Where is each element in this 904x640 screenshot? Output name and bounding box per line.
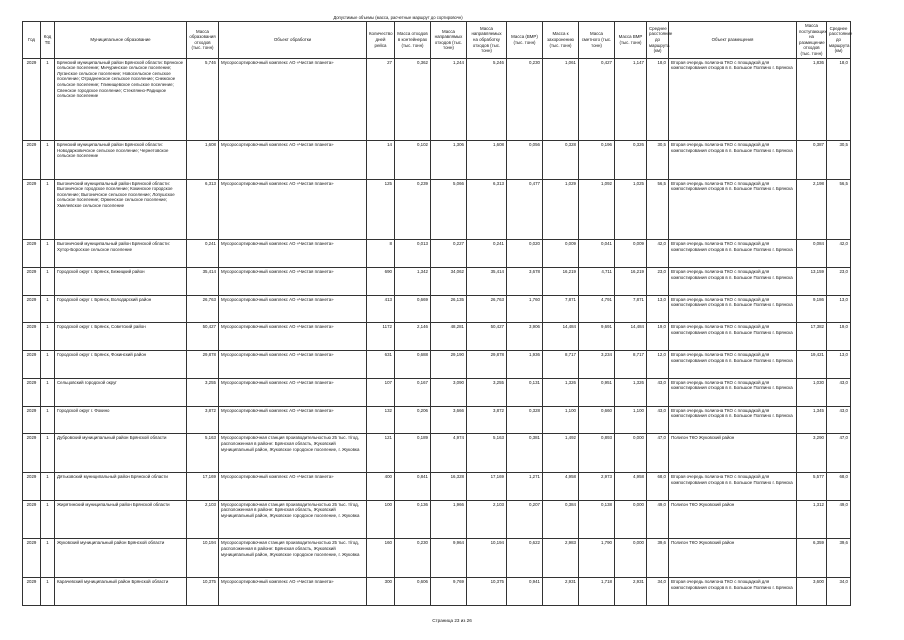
cell-code: 1 (41, 434, 55, 473)
cell-mun: Дятьковский муниципальный район Брянской области (55, 473, 187, 501)
cell-c10: 8,717 (543, 351, 579, 379)
cell-c16: 23,0 (827, 267, 851, 295)
cell-year: 2029 (23, 500, 41, 539)
cell-c13: 34,0 (647, 578, 669, 606)
cell-c13: 39,6 (647, 539, 669, 578)
cell-c9: 0,131 (507, 378, 543, 406)
cell-mun: Жирятинский муниципальный район Брянской области (55, 500, 187, 539)
cell-mass: 35,414 (187, 267, 219, 295)
cell-c13: 13,0 (647, 295, 669, 323)
cell-c7: 29,190 (431, 351, 467, 379)
cell-c6: 0,841 (395, 473, 431, 501)
table-row (23, 406, 851, 434)
table-row (23, 240, 851, 268)
cell-c13: 56,5 (647, 179, 669, 240)
cell-mass: 10,194 (187, 539, 219, 578)
cell-days: 27 (367, 58, 395, 140)
cell-c10: 1,061 (543, 58, 579, 140)
col-header: Масса направляемых на обработку отходов (тыс. тонн) (467, 22, 507, 59)
cell-code: 1 (41, 578, 55, 606)
cell-mass: 2,103 (187, 500, 219, 539)
cell-c15: 5,577 (797, 473, 827, 501)
cell-code: 1 (41, 58, 55, 140)
cell-c13: 43,0 (647, 406, 669, 434)
cell-c13: 19,0 (647, 323, 669, 351)
cell-code: 1 (41, 378, 55, 406)
cell-year: 2029 (23, 141, 41, 180)
cell-c11: 1,092 (579, 179, 615, 240)
cell-c11: 0,951 (579, 378, 615, 406)
cell-mun: Выгоничский муниципальный район Брянской области: Выгоничское городское поселение; Кокинское городское поселение; Выгоничское сельское поселение; Лопушское сельское поселение; Орменское сельское поселение; Хмелевское сельское поселение (55, 179, 187, 240)
cell-c9: 0,622 (507, 539, 543, 578)
cell-days: 413 (367, 295, 395, 323)
cell-code: 1 (41, 267, 55, 295)
cell-c15: 1,836 (797, 58, 827, 140)
cell-c15: 3,290 (797, 434, 827, 473)
cell-c7: 26,135 (431, 295, 467, 323)
table-row (23, 295, 851, 323)
table-row (23, 179, 851, 240)
cell-c7: 9,769 (431, 578, 467, 606)
cell-c9: 0,207 (507, 500, 543, 539)
cell-c12: 0,000 (615, 500, 647, 539)
cell-mun: Сельцовский городской округ (55, 378, 187, 406)
cell-c15: 1,030 (797, 378, 827, 406)
cell-c7: 0,227 (431, 240, 467, 268)
cell-c8: 5,246 (467, 58, 507, 140)
cell-c12: 4,958 (615, 473, 647, 501)
cell-dest: Вторая очередь полигона ТКО с площадкой для компостирования отходов в п. Большое Полпино г. Брянска (669, 473, 797, 501)
cell-c8: 5,163 (467, 434, 507, 473)
cell-c11: 0,660 (579, 406, 615, 434)
cell-c15: 13,159 (797, 267, 827, 295)
cell-c15: 9,186 (797, 295, 827, 323)
cell-c9: 3,906 (507, 323, 543, 351)
cell-c13: 12,0 (647, 351, 669, 379)
cell-mun: Городской округ г. Брянск, Фокинский район (55, 351, 187, 379)
cell-c16: 43,0 (827, 406, 851, 434)
cell-c9: 0,230 (507, 58, 543, 140)
col-header: Масса (ВМР) (тыс. тонн) (507, 22, 543, 59)
cell-c6: 0,013 (395, 240, 431, 268)
cell-c10: 1,100 (543, 406, 579, 434)
cell-c8: 6,313 (467, 179, 507, 240)
col-header: Год (23, 22, 41, 59)
cell-c15: 2,198 (797, 179, 827, 240)
cell-days: 400 (367, 473, 395, 501)
cell-mun: Брянский муниципальный район Брянской области: Новодарковичское сельское поселение; Чернетовское сельское поселение (55, 141, 187, 180)
cell-c12: 1,100 (615, 406, 647, 434)
cell-obj: Мусоросортировочный комплекс АО «Чистая планета» (219, 323, 367, 351)
cell-year: 2029 (23, 240, 41, 268)
table-row (23, 58, 851, 140)
col-header: Масса ВМР (тыс. тонн) (615, 22, 647, 59)
cell-c6: 0,230 (395, 539, 431, 578)
cell-mun: Городской округ г. Брянск, Бежицкий район (55, 267, 187, 295)
cell-c11: 4,711 (579, 267, 615, 295)
cell-c12: 0,000 (615, 434, 647, 473)
cell-c9: 0,477 (507, 179, 543, 240)
cell-c8: 29,878 (467, 351, 507, 379)
col-header: Масса отходов в контейнерах (тыс. тонн) (395, 22, 431, 59)
cell-mass: 26,763 (187, 295, 219, 323)
cell-c6: 0,102 (395, 141, 431, 180)
cell-c10: 0,009 (543, 240, 579, 268)
cell-dest: Полигон ТКО Жуковский район (669, 434, 797, 473)
cell-c7: 3,666 (431, 406, 467, 434)
cell-days: 8 (367, 240, 395, 268)
cell-mass: 5,163 (187, 434, 219, 473)
cell-c12: 0,326 (615, 141, 647, 180)
cell-year: 2029 (23, 58, 41, 140)
cell-c7: 3,090 (431, 378, 467, 406)
cell-code: 1 (41, 473, 55, 501)
cell-c7: 4,974 (431, 434, 467, 473)
col-header: Код ТЕ (41, 22, 55, 59)
cell-c13: 30,5 (647, 141, 669, 180)
header-row (23, 22, 851, 59)
cell-c12: 7,871 (615, 295, 647, 323)
cell-dest: Вторая очередь полигона ТКО с площадкой для компостирования отходов в п. Большое Полпино г. Брянска (669, 378, 797, 406)
cell-c6: 0,669 (395, 295, 431, 323)
cell-code: 1 (41, 240, 55, 268)
cell-c15: 0,084 (797, 240, 827, 268)
cell-c9: 1,936 (507, 351, 543, 379)
cell-c10: 7,871 (543, 295, 579, 323)
cell-c8: 17,169 (467, 473, 507, 501)
waste-flow-table (22, 21, 851, 606)
cell-c13: 42,0 (647, 240, 669, 268)
cell-code: 1 (41, 179, 55, 240)
cell-c15: 3,600 (797, 578, 827, 606)
cell-c12: 1,147 (615, 58, 647, 140)
cell-c9: 0,056 (507, 141, 543, 180)
cell-c10: 0,328 (543, 141, 579, 180)
cell-obj: Мусоросортировочный комплекс АО «Чистая планета» (219, 578, 367, 606)
cell-c7: 1,244 (431, 58, 467, 140)
cell-year: 2029 (23, 295, 41, 323)
cell-mass: 29,878 (187, 351, 219, 379)
cell-c16: 49,0 (827, 500, 851, 539)
cell-c12: 14,484 (615, 323, 647, 351)
cell-c11: 0,041 (579, 240, 615, 268)
cell-c10: 2,983 (543, 539, 579, 578)
cell-c8: 26,763 (467, 295, 507, 323)
cell-c15: 0,387 (797, 141, 827, 180)
cell-mun: Городской округ г. Брянск, Советский район (55, 323, 187, 351)
cell-c11: 0,138 (579, 500, 615, 539)
cell-c9: 0,020 (507, 240, 543, 268)
cell-mass: 50,427 (187, 323, 219, 351)
cell-c6: 2,146 (395, 323, 431, 351)
cell-code: 1 (41, 500, 55, 539)
cell-mun: Жуковский муниципальный район Брянской области (55, 539, 187, 578)
cell-obj: Мусоросортировочный комплекс АО «Чистая планета» (219, 58, 367, 140)
cell-c16: 13,0 (827, 295, 851, 323)
cell-c6: 0,189 (395, 434, 431, 473)
cell-dest: Вторая очередь полигона ТКО с площадкой для компостирования отходов в п. Большое Полпино г. Брянска (669, 179, 797, 240)
table-row (23, 578, 851, 606)
cell-year: 2029 (23, 323, 41, 351)
cell-days: 121 (367, 434, 395, 473)
cell-c10: 1,029 (543, 179, 579, 240)
cell-c6: 0,167 (395, 378, 431, 406)
cell-mass: 10,375 (187, 578, 219, 606)
cell-days: 160 (367, 539, 395, 578)
cell-code: 1 (41, 406, 55, 434)
cell-c11: 0,893 (579, 434, 615, 473)
table-row (23, 539, 851, 578)
cell-c6: 1,342 (395, 267, 431, 295)
cell-c16: 43,0 (827, 378, 851, 406)
cell-c11: 1,790 (579, 539, 615, 578)
page-number: Страница 23 из 26 (432, 618, 472, 623)
cell-dest: Вторая очередь полигона ТКО с площадкой для компостирования отходов в п. Большое Полпино г. Брянска (669, 295, 797, 323)
table-row (23, 378, 851, 406)
table-row (23, 267, 851, 295)
cell-c13: 47,0 (647, 434, 669, 473)
cell-mun: Дубровский муниципальный район Брянской области (55, 434, 187, 473)
table-header-note: Допустимые объемы (масса, расчетные маршрут до сортировочн) (333, 15, 463, 20)
cell-c10: 0,384 (543, 500, 579, 539)
table-row (23, 500, 851, 539)
cell-c15: 17,382 (797, 323, 827, 351)
cell-days: 100 (367, 500, 395, 539)
cell-c7: 9,964 (431, 539, 467, 578)
table-row (23, 323, 851, 351)
cell-c13: 49,0 (647, 500, 669, 539)
cell-c8: 10,375 (467, 578, 507, 606)
table-body (23, 58, 851, 605)
cell-code: 1 (41, 141, 55, 180)
cell-c6: 0,688 (395, 351, 431, 379)
cell-c10: 1,326 (543, 378, 579, 406)
cell-c16: 68,0 (827, 473, 851, 501)
cell-c9: 0,328 (507, 406, 543, 434)
cell-mass: 1,608 (187, 141, 219, 180)
cell-code: 1 (41, 323, 55, 351)
cell-mun: Городской округ г. Фокино (55, 406, 187, 434)
cell-c11: 0,196 (579, 141, 615, 180)
cell-obj: Мусоросортировочный комплекс АО «Чистая планета» (219, 406, 367, 434)
table-row (23, 434, 851, 473)
cell-mass: 0,241 (187, 240, 219, 268)
cell-year: 2029 (23, 267, 41, 295)
cell-c13: 18,0 (647, 58, 669, 140)
cell-c7: 1,966 (431, 500, 467, 539)
cell-c7: 48,281 (431, 323, 467, 351)
cell-obj: Мусоросортировочный комплекс АО «Чистая планета» (219, 295, 367, 323)
col-header: Масса к захоронению (тыс. тонн) (543, 22, 579, 59)
cell-year: 2029 (23, 406, 41, 434)
cell-dest: Вторая очередь полигона ТКО с площадкой для компостирования отходов в п. Большое Полпино г. Брянска (669, 578, 797, 606)
cell-c11: 4,791 (579, 295, 615, 323)
cell-c10: 14,484 (543, 323, 579, 351)
cell-mun: Карачевский муниципальный район Брянской области (55, 578, 187, 606)
cell-obj: Мусоросортировочный комплекс АО «Чистая планета» (219, 378, 367, 406)
cell-obj: Мусоросортировочный комплекс АО «Чистая планета» (219, 473, 367, 501)
cell-days: 14 (367, 141, 395, 180)
cell-c13: 68,0 (647, 473, 669, 501)
cell-c11: 0,427 (579, 58, 615, 140)
cell-c10: 2,931 (543, 578, 579, 606)
cell-days: 132 (367, 406, 395, 434)
cell-c12: 8,717 (615, 351, 647, 379)
cell-c16: 56,5 (827, 179, 851, 240)
cell-c16: 18,0 (827, 58, 851, 140)
cell-obj: Мусоросортировочная станция производительностью 25 тыс. т/год, расположенная в районе: Брянская область, Жуковский муниципальный район, Жуковское городское поселение, г. Жуковка (219, 434, 367, 473)
cell-c16: 47,0 (827, 434, 851, 473)
cell-c11: 3,234 (579, 351, 615, 379)
cell-c9: 3,678 (507, 267, 543, 295)
cell-c8: 35,414 (467, 267, 507, 295)
cell-c15: 1,345 (797, 406, 827, 434)
table-row (23, 351, 851, 379)
cell-year: 2029 (23, 179, 41, 240)
cell-c15: 1,312 (797, 500, 827, 539)
cell-year: 2029 (23, 378, 41, 406)
cell-year: 2029 (23, 539, 41, 578)
cell-obj: Мусоросортировочный комплекс АО «Чистая планета» (219, 240, 367, 268)
cell-days: 690 (367, 267, 395, 295)
cell-days: 107 (367, 378, 395, 406)
cell-year: 2029 (23, 351, 41, 379)
cell-c12: 16,219 (615, 267, 647, 295)
cell-c6: 0,206 (395, 406, 431, 434)
cell-c16: 39,6 (827, 539, 851, 578)
cell-c11: 1,718 (579, 578, 615, 606)
cell-c8: 1,608 (467, 141, 507, 180)
cell-c7: 1,306 (431, 141, 467, 180)
cell-c12: 0,009 (615, 240, 647, 268)
cell-dest: Вторая очередь полигона ТКО с площадкой для компостирования отходов в п. Большое Полпино г. Брянска (669, 58, 797, 140)
cell-c8: 0,241 (467, 240, 507, 268)
col-header: Муниципальное образование (55, 22, 187, 59)
cell-obj: Мусоросортировочный комплекс АО «Чистая планета» (219, 141, 367, 180)
cell-c15: 6,359 (797, 539, 827, 578)
cell-c9: 0,381 (507, 434, 543, 473)
cell-obj: Мусоросортировочный комплекс АО «Чистая планета» (219, 179, 367, 240)
cell-days: 125 (367, 179, 395, 240)
cell-c7: 34,062 (431, 267, 467, 295)
cell-c16: 34,0 (827, 578, 851, 606)
cell-c9: 0,941 (507, 578, 543, 606)
cell-c16: 42,0 (827, 240, 851, 268)
col-header: Среднее расстояние до маршрута (км) (647, 22, 669, 59)
cell-mass: 5,746 (187, 58, 219, 140)
cell-c6: 0,239 (395, 179, 431, 240)
cell-c6: 0,362 (395, 58, 431, 140)
cell-c12: 2,931 (615, 578, 647, 606)
cell-c8: 50,427 (467, 323, 507, 351)
col-header: Масса образования отходов (тыс. тонн) (187, 22, 219, 59)
cell-dest: Полигон ТКО Жуковский район (669, 500, 797, 539)
cell-days: 631 (367, 351, 395, 379)
cell-mass: 3,872 (187, 406, 219, 434)
cell-code: 1 (41, 539, 55, 578)
cell-c15: 19,421 (797, 351, 827, 379)
cell-dest: Вторая очередь полигона ТКО с площадкой для компостирования отходов в п. Большое Полпино г. Брянска (669, 406, 797, 434)
cell-dest: Полигон ТКО Жуковский район (669, 539, 797, 578)
cell-dest: Вторая очередь полигона ТКО с площадкой для компостирования отходов в п. Большое Полпино г. Брянска (669, 141, 797, 180)
col-header: Масса сметного (тыс. тонн) (579, 22, 615, 59)
cell-mun: Городской округ г. Брянск, Володарский район (55, 295, 187, 323)
cell-obj: Мусоросортировочный комплекс АО «Чистая планета» (219, 267, 367, 295)
table-row (23, 473, 851, 501)
cell-dest: Вторая очередь полигона ТКО с площадкой для компостирования отходов в п. Большое Полпино г. Брянска (669, 323, 797, 351)
cell-year: 2029 (23, 473, 41, 501)
col-header: Масса поступающих на размещение отходов (тыс. тонн) (797, 22, 827, 59)
table-row (23, 141, 851, 180)
cell-obj: Мусоросортировочный комплекс АО «Чистая планета» (219, 351, 367, 379)
col-header: Масса направлямых отходов (тыс. тонн) (431, 22, 467, 59)
cell-c8: 3,872 (467, 406, 507, 434)
cell-c16: 13,0 (827, 351, 851, 379)
cell-c10: 16,219 (543, 267, 579, 295)
cell-obj: Мусоросортировочная станция производительностью 25 тыс. т/год, расположенная в районе: Брянская область, Жуковский муниципальный район, Жуковское городское поселение, г. Жуковка (219, 500, 367, 539)
col-header: Среднее расстояние до маршрута (км) (827, 22, 851, 59)
cell-c13: 43,0 (647, 378, 669, 406)
cell-c6: 0,606 (395, 578, 431, 606)
cell-c8: 10,194 (467, 539, 507, 578)
cell-c9: 1,271 (507, 473, 543, 501)
cell-c8: 3,255 (467, 378, 507, 406)
cell-c12: 1,025 (615, 179, 647, 240)
cell-c12: 1,326 (615, 378, 647, 406)
col-header: Объект обработки (219, 22, 367, 59)
cell-c7: 5,066 (431, 179, 467, 240)
cell-c16: 30,5 (827, 141, 851, 180)
cell-c10: 4,958 (543, 473, 579, 501)
cell-code: 1 (41, 351, 55, 379)
cell-mass: 17,169 (187, 473, 219, 501)
cell-mass: 6,313 (187, 179, 219, 240)
cell-c11: 2,973 (579, 473, 615, 501)
cell-code: 1 (41, 295, 55, 323)
cell-c12: 0,000 (615, 539, 647, 578)
cell-c11: 9,691 (579, 323, 615, 351)
cell-days: 300 (367, 578, 395, 606)
cell-c13: 23,0 (647, 267, 669, 295)
cell-days: 1172 (367, 323, 395, 351)
cell-dest: Вторая очередь полигона ТКО с площадкой для компостирования отходов в п. Большое Полпино г. Брянска (669, 267, 797, 295)
col-header: Количество дней рейса (367, 22, 395, 59)
cell-dest: Вторая очередь полигона ТКО с площадкой для компостирования отходов в п. Большое Полпино г. Брянска (669, 240, 797, 268)
col-header: Объект размещения (669, 22, 797, 59)
cell-c16: 19,0 (827, 323, 851, 351)
cell-year: 2029 (23, 434, 41, 473)
cell-c6: 0,136 (395, 500, 431, 539)
cell-c9: 1,760 (507, 295, 543, 323)
cell-year: 2029 (23, 578, 41, 606)
cell-c8: 2,103 (467, 500, 507, 539)
cell-mun: Выгоничский муниципальный район Брянской области: Хутор-Бороское сельское поселение (55, 240, 187, 268)
cell-dest: Вторая очередь полигона ТКО с площадкой для компостирования отходов в п. Большое Полпино г. Брянска (669, 351, 797, 379)
cell-mun: Брянский муниципальный район Брянской области: Брянское сельское поселение; Мичуринское сельское поселение; Луганское сельское поселение; Новосельское сельское поселение; Отрадненское сельское поселение; Снежское сельское поселение; Глинищевское сельское поселение; Свенское городское поселение; Стеклянно-Радицкое сельское поселение (55, 58, 187, 140)
cell-mass: 3,255 (187, 378, 219, 406)
cell-obj: Мусоросортировочная станция производительностью 25 тыс. т/год, расположенная в районе: Брянская область, Жуковский муниципальный район, Жуковское городское поселение, г. Жуковка (219, 539, 367, 578)
cell-c7: 16,328 (431, 473, 467, 501)
cell-c10: 1,492 (543, 434, 579, 473)
